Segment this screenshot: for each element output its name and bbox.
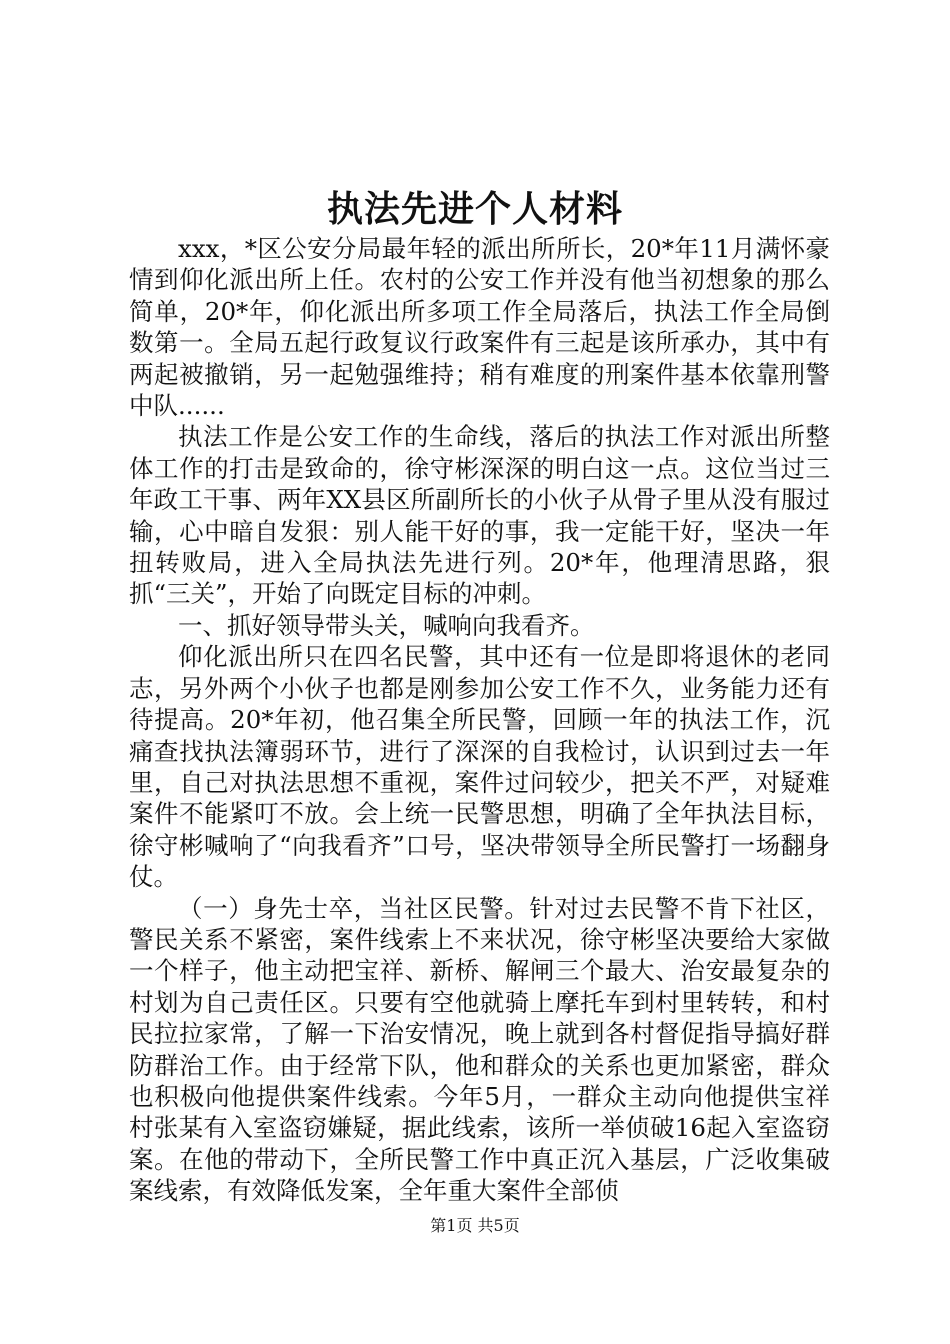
document-body <box>129 233 830 1207</box>
paragraph-intro: xxx，*区公安分局最年轻的派出所所长，20*年11月满怀豪情到仰化派出所上任。农村的公安工作并没有他当初想象的那么简单，20*年，仰化派出所多项工作全局落后，执法工作全局倒数第一。全局五起行政复议行政案件有三起是该所承办，其中有两起被撤销，另一起勉强维持；稍有难度的刑案件基本依靠刑警中队...... <box>129 234 830 421</box>
section-heading-1: 一、抓好领导带头关，喊响向我看齐。 <box>178 610 595 640</box>
paragraph-police-staff: 仰化派出所只在四名民警，其中还有一位是即将退休的老同志，另外两个小伙子也都是刚参加公安工作不久，业务能力还有待提高。20*年初，他召集全所民警，回顾一年的执法工作，沉痛查找执法簿弱环节，进行了深深的自我检讨，认识到过去一年里，自己对执法思想不重视，案件过问较少，把关不严，对疑难案件不能紧叮不放。会上统一民警思想，明确了全年执法目标，徐守彬喊响了“向我看齐”口号，坚决带领导全所民警打一场翻身仗。 <box>129 642 830 892</box>
paragraph-community-police: （一）身先士卒，当社区民警。针对过去民警不肯下社区，警民关系不紧密，案件线索上不来状况，徐守彬坚决要给大家做一个样子，他主动把宝祥、新桥、解闸三个最大、治安最复杂的村划为自己责任区。只要有空他就骑上摩托车到村里转转，和村民拉拉家常，了解一下治安情况，晚上就到各村督促指导搞好群防群治工作。由于经常下队，他和群众的关系也更加紧密，群众也积极向他提供案件线索。今年5月，一群众主动向他提供宝祥村张某有入室盗窃嫌疑，据此线索，该所一举侦破16起入室盗窃案。在他的带动下，全所民警工作中真正沉入基层，广泛收集破案线索，有效降低发案，全年重大案件全部侦 <box>129 893 830 1206</box>
page-footer: 第1页 共5页 <box>430 1216 520 1235</box>
document-title: 执法先进个人材料 <box>326 188 623 230</box>
paragraph-lifeline: 执法工作是公安工作的生命线，落后的执法工作对派出所整体工作的打击是致命的，徐守彬深深的明白这一点。这位当过三年政工干事、两年XX县区所副所长的小伙子从骨子里从没有服过输，心中暗自发狠：别人能干好的事，我一定能干好，坚决一年扭转败局，进入全局执法先进行列。20*年，他理清思路，狠抓“三关”，开始了向既定目标的冲刺。 <box>129 422 830 609</box>
